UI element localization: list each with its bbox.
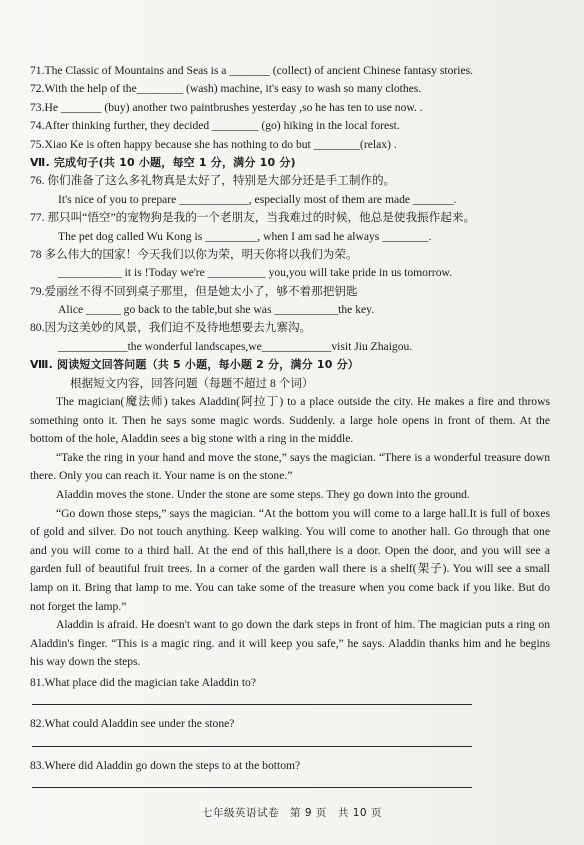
- question-77-english: The pet dog called Wu Kong is _________, when I am sad he always ________.: [58, 229, 432, 243]
- passage-paragraph-5: Aladdin is afraid. He doesn't want to go down the dark steps in front of him. The magician puts a ring on Aladdin's finger. “This is a magic ring. and it will keep you safe,” he says. Aladdin thanks him and he begins his way down the steps.: [30, 618, 550, 669]
- question-77-chinese: 77. 那只叫“悟空”的宠物狗是我的一个老朋友，当我难过的时候，他总是使我振作起来。: [30, 211, 476, 225]
- question-82: 82.What could Aladdin see under the stone?: [30, 717, 235, 731]
- question-78-english: ___________ it is !Today we're __________ you,you will take pride in us tomorrow.: [58, 266, 453, 280]
- passage-paragraph-2: “Take the ring in your hand and move the stone,” says the magician. “There is a wonderful treasure down there. Only you can reach it. Your name is on the stone.”: [30, 450, 550, 483]
- fill-in-section: [30, 62, 550, 154]
- answer-line-83[interactable]: [32, 775, 472, 788]
- passage-paragraph-1: The magician(魔法师) takes Aladdin(阿拉丁) to a place outside the city. He makes a fire and throws something onto it. Then he says some magic words. Suddenly. a large hole opens in front of them. At the bottom of the hole, Aladdin sees a big stone with a ring in the middle.: [30, 395, 550, 446]
- passage-paragraph-4: “Go down those steps,” says the magician. “At the bottom you will come to a large hall.It is full of boxes of gold and silver. Do not touch anything. Keep walking. You will come to another hall. Go through that one and you will come to a third hall. At the end of this hall,there is a door. Open the door, and you will see a garden full of beautiful fruit trees. In a corner of the garden wall there is a shelf(架子). You will see a small lamp on it. Bring that lamp to me. You can take some of the treasure when you come back if you like. But do not forget the lamp.”: [30, 506, 550, 613]
- passage-paragraph-3: Aladdin moves the stone. Under the stone are some steps. They go down into the ground.: [56, 488, 470, 501]
- question-71: 71.The Classic of Mountains and Seas is a _______ (collect) of ancient Chinese fantasy stories.: [30, 64, 474, 77]
- question-74: 74.After thinking further, they decided ________ (go) hiking in the local forest.: [30, 119, 400, 133]
- question-72: 72.With the help of the________ (wash) machine, it's easy to wash so many clothes.: [30, 82, 422, 96]
- question-82-block: [30, 715, 550, 746]
- question-73: 73.He _______ (buy) another two paintbrushes yesterday ,so he has ten to use now. .: [30, 100, 423, 114]
- question-83-block: [30, 757, 550, 788]
- question-75: 75.Xiao Ke is often happy because she has nothing to do but ________(relax) .: [30, 137, 397, 151]
- page-content: [30, 62, 550, 788]
- page-footer: 七年级英语试卷 第 9 页 共 10 页: [202, 807, 382, 819]
- question-81: 81.What place did the magician take Aladdin to?: [30, 675, 256, 689]
- section-viii-heading: Ⅷ. 阅读短文回答问题（共 5 小题，每小题 2 分，满分 10 分）: [30, 358, 359, 372]
- question-80-chinese: 80.因为这美妙的风景，我们迫不及待地想要去九寨沟。: [30, 321, 312, 335]
- question-83: 83.Where did Aladdin go down the steps to at the bottom?: [30, 758, 301, 772]
- question-78-chinese: 78 多么伟大的国家！今天我们以你为荣，明天你将以我们为荣。: [30, 247, 358, 261]
- question-76-chinese: 76. 你们准备了这么多礼物真是太好了，特别是大部分还是手工制作的。: [30, 174, 396, 188]
- answer-line-81[interactable]: [32, 692, 472, 705]
- question-79-chinese: 79.爱丽丝不得不回到桌子那里，但是她太小了，够不着那把钥匙: [30, 284, 358, 298]
- section-vii-heading: Ⅶ. 完成句子(共 10 小题，每空 1 分，满分 10 分): [30, 155, 296, 169]
- question-81-block: [30, 674, 550, 705]
- section-vii: [30, 154, 550, 356]
- section-viii: [30, 356, 550, 788]
- question-80-english: ____________the wonderful landscapes,we____________visit Jiu Zhaigou.: [58, 339, 413, 353]
- question-76-english: It's nice of you to prepare ____________, especially most of them are made _______.: [58, 192, 457, 206]
- answer-line-82[interactable]: [32, 734, 472, 747]
- question-79-english: Alice ______ go back to the table,but she was ___________the key.: [58, 303, 375, 317]
- section-viii-instruction: 根据短文内容，回答问题（每题不超过 8 个词）: [70, 376, 314, 390]
